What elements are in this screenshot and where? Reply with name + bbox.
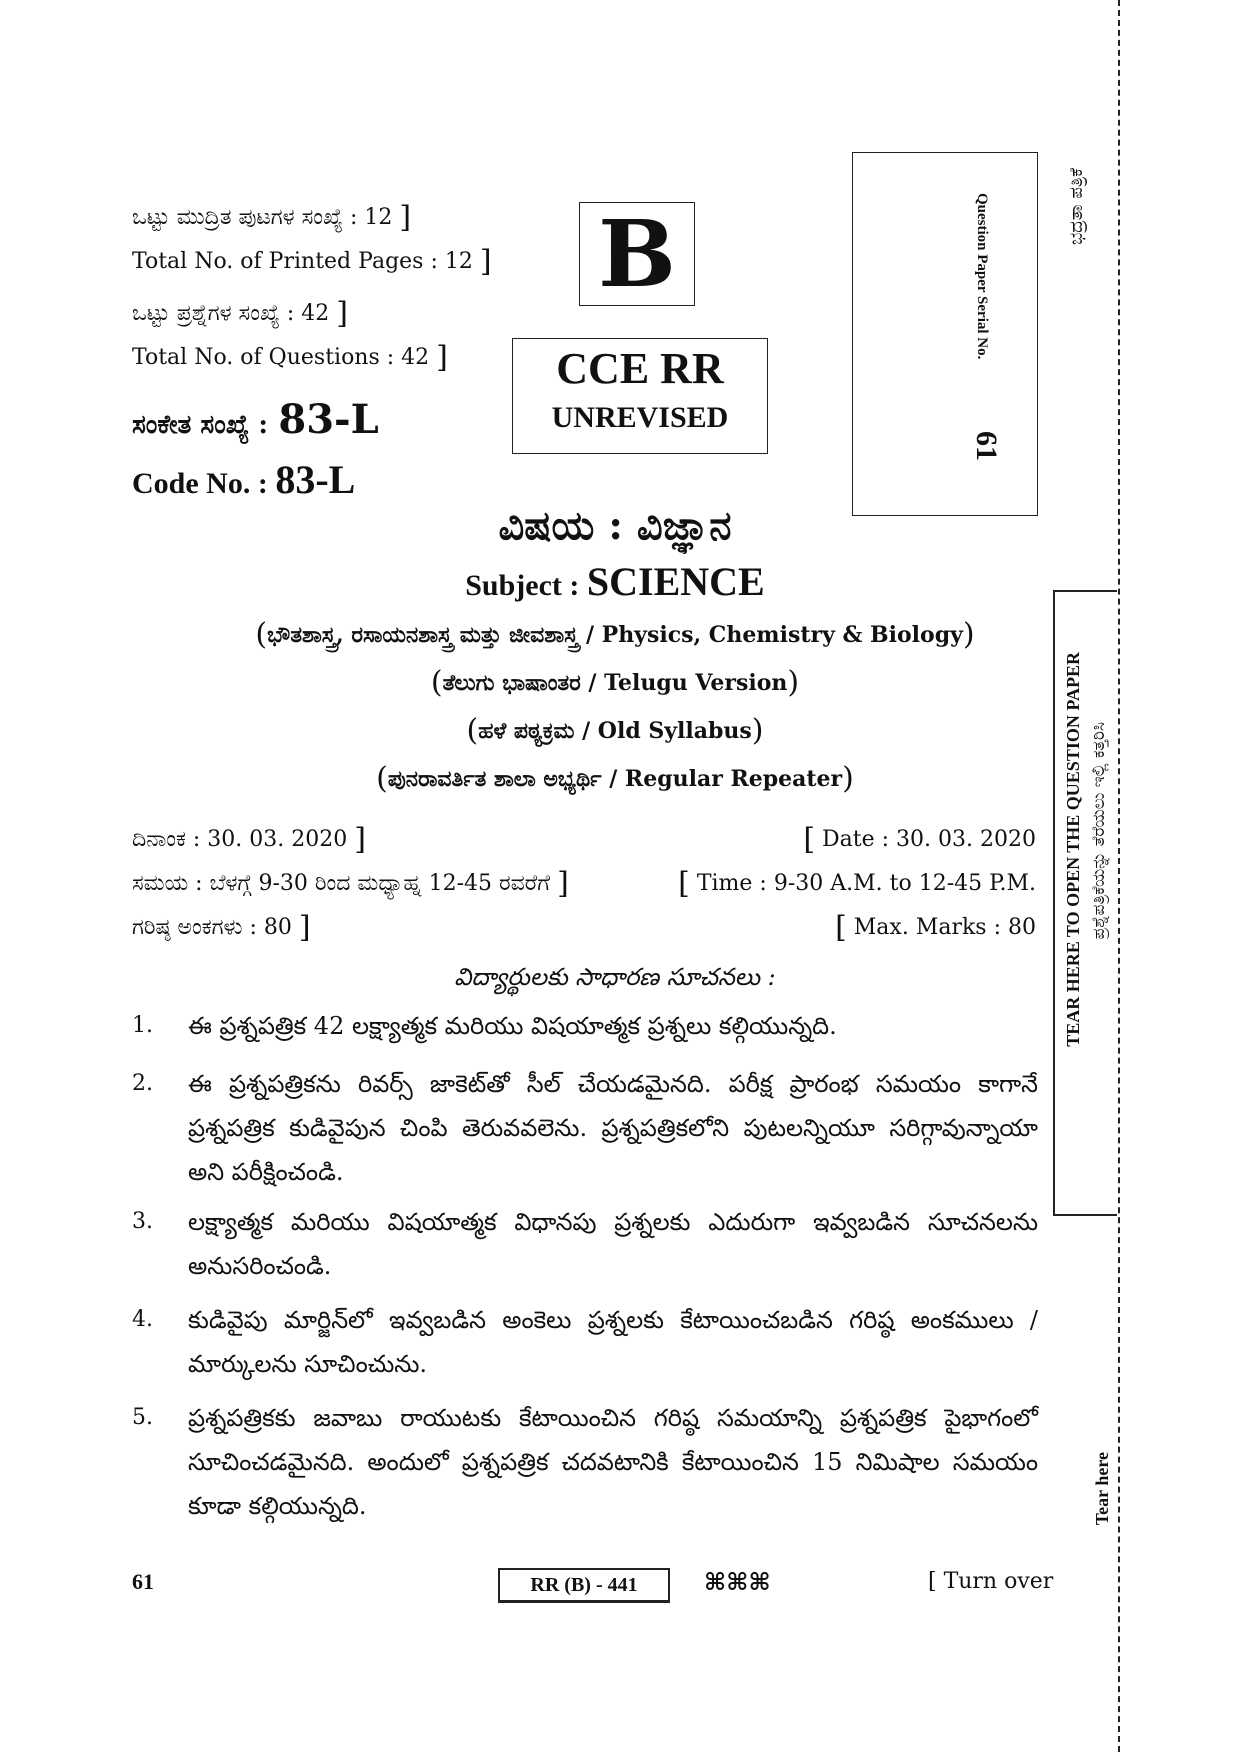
date-en [803,822,1036,857]
close-paren: ) [787,665,800,700]
serial-number-box [852,152,1038,516]
open-paren: ( [376,761,388,796]
version-letter: B [598,200,676,308]
close-paren: ) [751,713,764,748]
rbracket: ] [298,910,311,945]
instruction-5-text: ప్రశ్నపత్రికకు జవాబు రాయుటకు కేటాయించిన గరిష్ఠ సమయాన్ని ప్రశ్నపత్రిక పైభాగంలో సూచించడమైనది. అందులో ప్రశ్నపత్రిక చదవటానికి కేటాయించిన 15 నిమిషాల సమయం కూడా కల్గియున్నది. [188,1404,1038,1520]
instructions-heading: విద్యార్థులకు సాధారణ సూచనలు : [454,963,776,991]
code-en-label: Code No. : [132,467,268,500]
time-en [678,866,1036,901]
subject-en-label: Subject : [465,569,580,602]
marks-en [835,910,1036,945]
code-number-en [132,457,356,504]
instruction-4-number: 4. [132,1307,153,1332]
footer-ornament: ⌘⌘⌘ [704,1567,771,1596]
printed-pages-kn-text: ಒಟ್ಟು ಮುದ್ರಿತ ಪುಟಗಳ ಸಂಖ್ಯೆ : 12 [132,205,393,230]
printed-pages-en-text: Total No. of Printed Pages : 12 [132,249,473,274]
bracket: ] [336,296,349,331]
rbracket: ] [354,822,366,857]
subject-en [200,560,1030,608]
instruction-5-number: 5. [132,1405,153,1430]
exam-type-main: CCE RR [556,344,724,393]
subject-line-1-text: ಭೌತಶಾಸ್ತ್ರ, ರಸಾಯನಶಾಸ್ತ್ರ ಮತ್ತು ಜೀವಶಾಸ್ತ್ರ / Physics, Chemistry & Biology [267,622,963,648]
instruction-4-text: కుడివైపు మార్జిన్‌లో ఇవ్వబడిన అంకెలు ప్రశ్నలకు కేటాయించబడిన గరిష్ఠ అంకములు / మార్కులను సూచించును. [188,1306,1038,1378]
tear-here-label: Tear here [1092,1452,1112,1526]
questions-kn [132,296,349,331]
open-paren: ( [430,665,443,700]
instruction-3-text: లక్ష్యాత్మక మరియు విషయాత్మక విధానపు ప్రశ్నలకు ఎదురుగా ఇవ్వబడిన సూచనలను అనుసరించండి. [188,1208,1038,1280]
lbracket: [ [803,822,816,857]
subject-line-2 [200,665,1030,700]
tear-instruction-en: TEAR HERE TO OPEN THE QUESTION PAPER [1063,652,1083,1047]
subject-line-3-text: ಹಳೆ ಪಠ್ಯಕ್ರಮ / Old Syllabus [478,718,752,744]
subject-line-4 [200,761,1030,796]
printed-pages-en [132,244,492,279]
exam-type-box [512,338,768,454]
version-letter-box [579,202,695,306]
questions-kn-text: ಒಟ್ಟು ಪ್ರಶ್ನೆಗಳ ಸಂಖ್ಯೆ : 42 [132,301,330,326]
bracket: ] [436,340,448,375]
tear-instruction-kn: ಪ್ರಶ್ನೆಪತ್ರಿಕೆಯನ್ನು ತೆರೆಯಲು ಇಲ್ಲಿ ಕತ್ತರಿಸಿ [1089,722,1109,940]
subject-en-value: SCIENCE [586,559,765,604]
footer-page-number: 61 [132,1569,154,1594]
footer-underline [498,1601,670,1603]
code-kn-label: ಸಂಕೇತ ಸಂಖ್ಯೆ : [132,410,268,440]
exam-type-sub: UNREVISED [551,401,729,434]
subject-line-1 [200,617,1030,652]
subject-line-3 [200,713,1030,748]
marks-en-text: Max. Marks : 80 [853,915,1036,940]
instruction-1-text: ఈ ప్రశ్నపత్రిక 42 లక్ష్యాత్మక మరియు విషయాత్మక ప్రశ్నలు కల్గియున్నది. [188,1012,837,1040]
security-paper-label: ಭದ್ರತಾ ಪತ್ರಿಕೆ [1066,168,1087,245]
bracket: ] [399,200,412,235]
printed-pages-kn [132,200,412,235]
close-paren: ) [962,617,975,652]
code-kn-value: 83-L [278,396,379,443]
marks-kn-text: ಗರಿಷ್ಠ ಅಂಕಗಳು : 80 [132,915,292,940]
footer-code-box: RR (B) - 441 [498,1568,670,1602]
instruction-3-number: 3. [132,1209,153,1234]
bracket: ] [479,244,492,279]
time-kn-text: ಸಮಯ : ಬೆಳಗ್ಗೆ 9-30 ರಿಂದ ಮಧ್ಯಾಹ್ನ 12-45 ರವರೆಗೆ [132,871,551,896]
date-kn-text: ದಿನಾಂಕ : 30. 03. 2020 [132,827,348,852]
turn-over: [ Turn over [928,1569,1054,1594]
instruction-2-text: ఈ ప్రశ్నపత్రికను రివర్స్ జాకెట్‌తో సీల్ చేయడమైనది. పరీక్ష ప్రారంభ సమయం కాగానే ప్రశ్నపత్రిక కుడివైపున చింపి తెరువవలెను. ప్రశ్నపత్రికలోని పుటలన్నియూ సరిగ్గావున్నాయా అని పరీక్షించండి. [188,1070,1038,1186]
close-paren: ) [842,761,854,796]
serial-label: Question Paper Serial No. [974,193,990,360]
tear-strip-box [1053,590,1117,1216]
questions-en [132,340,448,375]
time-en-text: Time : 9-30 A.M. to 12-45 P.M. [696,871,1036,896]
open-paren: ( [466,713,479,748]
subject-kn: ವಿಷಯ : ವಿಜ್ಞಾನ [498,502,732,549]
date-kn [132,822,366,857]
date-en-text: Date : 30. 03. 2020 [822,827,1036,852]
instruction-1-number: 1. [132,1013,153,1038]
lbracket: [ [835,910,847,945]
rbracket: ] [557,866,569,901]
code-number-kn [132,396,379,445]
instruction-2-number: 2. [132,1071,153,1096]
subject-line-4-text: ಪುನರಾವರ್ತಿತ ಶಾಲಾ ಅಭ್ಯರ್ಥಿ / Regular Repeater [387,766,843,792]
code-en-value: 83-L [275,457,356,502]
questions-en-text: Total No. of Questions : 42 [132,345,430,370]
open-paren: ( [255,617,268,652]
time-kn [132,866,569,901]
subject-line-2-text: ತೆಲುಗು ಭಾಷಾಂತರ / Telugu Version [442,670,788,696]
lbracket: [ [678,866,690,901]
marks-kn [132,910,311,945]
serial-number: 61 [970,431,1003,461]
tear-line [1118,0,1120,1752]
